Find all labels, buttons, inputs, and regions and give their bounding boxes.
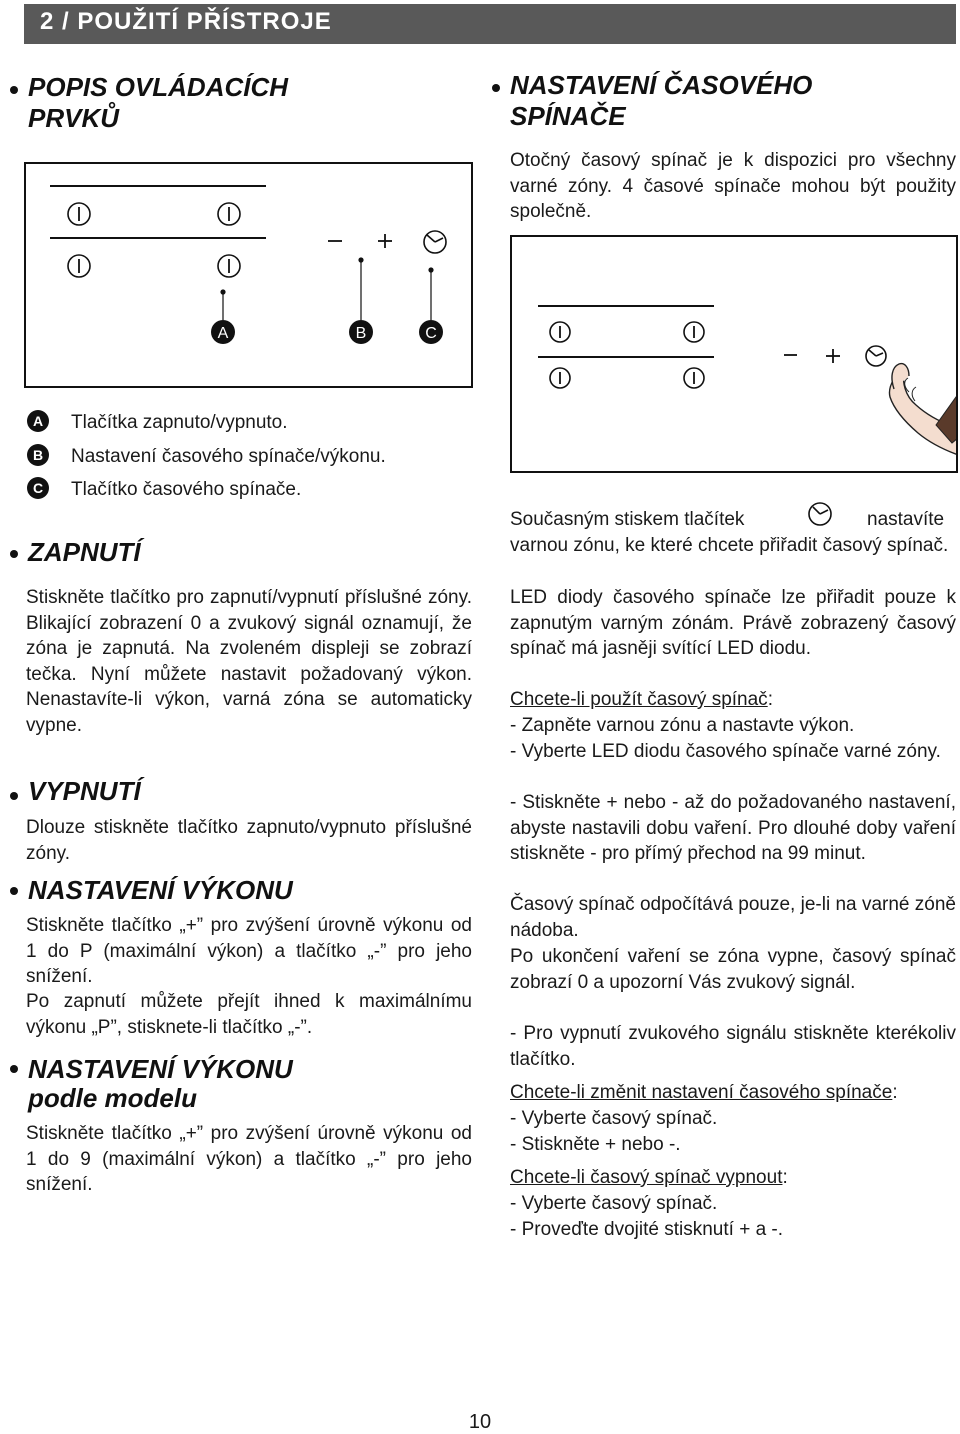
legend xyxy=(27,410,386,503)
nastaveni-vykonu-text-2: Po zapnutí můžete přejít ihned k maximálnímu výkonu „P”, stisknete-li tlačítko „-”. xyxy=(26,991,472,1038)
power-button-icon xyxy=(684,322,704,342)
legend-badge: A xyxy=(27,410,49,432)
heading-nastaveni-modelu: NASTAVENÍ VÝKONU podle modelu xyxy=(28,1054,293,1113)
plus-icon xyxy=(826,349,840,363)
nastaveni-modelu-text: Stiskněte tlačítko „+” pro zvýšení úrovně výkonu od 1 do 9 (maximální výkon) a tlačítko „-” pro jeho snížení. xyxy=(26,1123,472,1196)
bullet xyxy=(10,86,18,94)
label-a: A xyxy=(217,325,229,342)
bullet xyxy=(10,550,18,558)
timer-icon xyxy=(866,346,886,366)
power-button-icon xyxy=(684,368,704,388)
control-panel-diagram xyxy=(24,162,473,388)
bullet xyxy=(10,887,18,895)
legend-badge: B xyxy=(27,444,49,466)
nastaveni-vykonu-text: Stiskněte tlačítko „+” pro zvýšení úrovně výkonu od 1 do P (maximální výkon) a tlačítko „-” pro jeho snížení. xyxy=(26,915,472,988)
timer-paragraph-4: Po ukončení vaření se zóna vypne, časový spínač zobrazí 0 a upozorní Vás zvukový signál. xyxy=(510,946,956,993)
timer-paragraph-1-start: Současným stiskem tlačítek xyxy=(510,509,745,530)
power-button-icon xyxy=(550,368,570,388)
heading-casovy-spinac: NASTAVENÍ ČASOVÉHO SPÍNAČE xyxy=(510,70,813,131)
timer-icon xyxy=(424,231,446,253)
off-timer-heading: Chcete-li časový spínač vypnout: xyxy=(510,1167,788,1188)
use-timer-item: - Vyberte LED diodu časového spínače varné zóny. xyxy=(510,741,941,762)
use-timer-heading: Chcete-li použít časový spínač: xyxy=(510,689,773,710)
plus-icon xyxy=(378,234,392,248)
label-b-badge xyxy=(349,320,373,344)
power-button-icon xyxy=(218,255,240,277)
legend-text: Nastavení časového spínače/výkonu. xyxy=(71,445,386,467)
legend-item xyxy=(27,444,386,470)
off-timer-item: - Proveďte dvojité stisknutí + a -. xyxy=(510,1219,784,1240)
timer-paragraph-5: - Pro vypnutí zvukového signálu stiskněte kterékoliv tlačítko. xyxy=(510,1023,956,1070)
off-timer-item: - Vyberte časový spínač. xyxy=(510,1193,718,1214)
label-c: C xyxy=(425,325,437,342)
section-title: 2 / POUŽITÍ PŘÍSTROJE xyxy=(40,8,332,35)
zapnuti-text: Stiskněte tlačítko pro zapnutí/vypnutí příslušné zóny. Blikající zobrazení 0 a zvukový signál oznamují, že zóna je zapnutá. Na zvoleném displeji se zobrazí tečka. Nyní můžete nastavit požadovaný výkon. Nenastavíte-li výkon, varná zóna se automaticky vypne. xyxy=(26,587,472,736)
page-number: 10 xyxy=(468,1411,492,1433)
change-timer-item: - Vyberte časový spínač. xyxy=(510,1108,718,1129)
heading-vypnuti: VYPNUTÍ xyxy=(28,776,141,806)
power-button-icon xyxy=(550,322,570,342)
heading-nastaveni-vykonu: NASTAVENÍ VÝKONU xyxy=(28,875,293,905)
use-timer-item: - Stiskněte + nebo - až do požadovaného nastavení, abyste nastavili dobu vaření. Pro dlouhé doby vaření stiskněte - pro přímý přechod na 99 minut. xyxy=(510,792,956,865)
timer-paragraph-1-end: nastavíte varnou zónu, ke které chcete přiřadit časový spínač. xyxy=(510,509,949,556)
label-c-badge xyxy=(419,320,443,344)
label-a-badge xyxy=(211,320,235,344)
control-panel-drawing xyxy=(26,164,471,386)
power-button-icon xyxy=(218,203,240,225)
legend-item xyxy=(27,477,386,503)
change-timer-item: - Stiskněte + nebo -. xyxy=(510,1134,681,1155)
change-timer-heading: Chcete-li změnit nastavení časového spínače: xyxy=(510,1082,898,1103)
legend-text: Tlačítko časového spínače. xyxy=(71,479,302,501)
use-timer-item: - Zapněte varnou zónu a nastavte výkon. xyxy=(510,715,855,736)
hand-pointer-icon xyxy=(890,364,956,457)
legend-text: Tlačítka zapnuto/vypnuto. xyxy=(71,412,288,433)
bullet xyxy=(10,792,18,800)
legend-badge: C xyxy=(27,477,49,499)
label-b: B xyxy=(355,325,367,342)
bullet xyxy=(10,1065,18,1073)
vypnuti-text: Dlouze stiskněte tlačítko zapnuto/vypnuto příslušné zóny. xyxy=(26,817,472,864)
timer-panel-diagram xyxy=(510,235,958,473)
heading-zapnuti: ZAPNUTÍ xyxy=(28,537,141,567)
power-button-icon xyxy=(68,255,90,277)
timer-paragraph-3: Časový spínač odpočítává pouze, je-li na varné zóně nádoba. xyxy=(510,894,956,941)
timer-panel-drawing xyxy=(512,237,956,471)
timer-intro-text: Otočný časový spínač je k dispozici pro všechny varné zóny. 4 časové spínače mohou být použity společně. xyxy=(510,150,956,223)
power-button-icon xyxy=(68,203,90,225)
legend-item xyxy=(27,410,386,436)
timer-paragraph-2: LED diody časového spínače lze přiřadit pouze k zapnutým varným zónám. Právě zobrazený časový spínač má jasněji svítící LED diodu. xyxy=(510,587,956,660)
heading-popis: POPIS OVLÁDACÍCH PRVKŮ xyxy=(28,72,289,133)
bullet xyxy=(492,84,500,92)
